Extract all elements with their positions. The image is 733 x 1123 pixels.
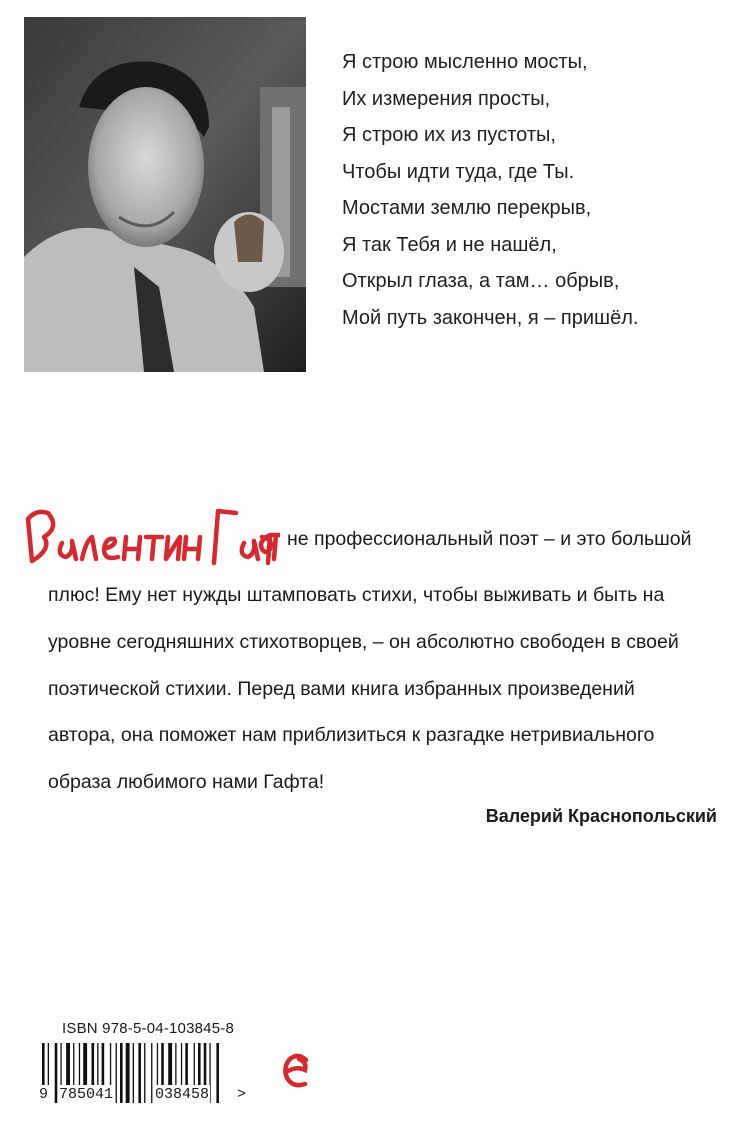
blurb-first-line: не профессиональный поэт – и это большой: [287, 528, 692, 550]
poem-line: Я так Тебя и не нашёл,: [342, 233, 557, 256]
poem-line: Я строю их из пустоты,: [342, 124, 556, 146]
poem-line: Мостами землю перекрыв,: [342, 197, 592, 219]
review-author: Валерий Краснопольский: [485, 806, 717, 826]
poem: [342, 44, 638, 336]
author-name-signature: [22, 497, 280, 573]
poem-line: Мой путь закончен, я – пришёл.: [342, 306, 639, 329]
blurb-line: уровне сегодняшних стихотворцев, – он абсолютно свободен в своей: [48, 630, 679, 653]
poem-line: Чтобы идти туда, где Ты.: [342, 160, 575, 183]
blurb-line: поэтической стихии. Перед вами книга избранных произведений: [48, 677, 635, 700]
barcode-digit-end: >: [237, 1086, 247, 1103]
barcode-digit-lead: 9: [39, 1086, 49, 1103]
blurb-line: плюс! Ему нет нужды штамповать стихи, чтобы выживать и быть на: [48, 584, 665, 606]
barcode-digits-group2: 038458: [155, 1086, 210, 1103]
blurb-text: [48, 572, 679, 806]
author-portrait-photo: [24, 17, 306, 372]
poem-line: Я строю мысленно мосты,: [342, 51, 588, 73]
blurb-line: автора, она поможет нам приблизиться к разгадке нетривиального: [48, 724, 655, 747]
poem-line: Открыл глаза, а там… обрыв,: [342, 270, 620, 292]
isbn-label: ISBN 978-5-04-103845-8: [62, 1020, 235, 1037]
publisher-logo-icon: [283, 1050, 311, 1092]
barcode-digits: [40, 1085, 250, 1107]
barcode-digits-group1: 785041: [59, 1086, 114, 1103]
poem-line: Их измерения просты,: [342, 87, 551, 110]
blurb-line: образа любимого нами Гафта!: [48, 771, 325, 794]
